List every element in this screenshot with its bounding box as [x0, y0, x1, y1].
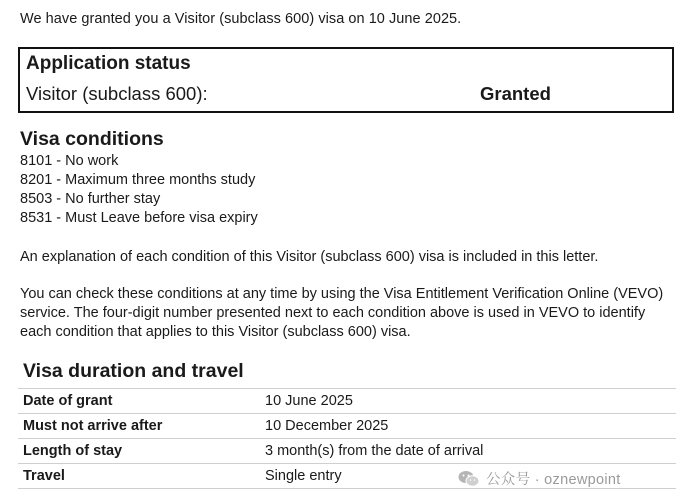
- vevo-paragraph: You can check these conditions at any time by using the Visa Entitlement Verification Online (VEVO) service. The four-digit number presented next to each condition above is used in VEVO to identify each condition that applies to this Visitor (subclass 600) visa.: [20, 286, 664, 340]
- row-label: Date of grant: [18, 389, 260, 414]
- visa-conditions-list: [20, 152, 258, 228]
- row-label: Length of stay: [18, 439, 260, 464]
- watermark: [458, 468, 621, 489]
- condition-item: 8101 - No work: [20, 153, 119, 169]
- visa-subclass-label: Visitor (subclass 600):: [26, 83, 208, 104]
- watermark-text: 公众号 · oznewpoint: [486, 472, 621, 488]
- row-value: 10 December 2025: [260, 414, 676, 439]
- visa-conditions-heading: Visa conditions: [20, 128, 164, 150]
- row-value: 10 June 2025: [260, 389, 676, 414]
- application-status-box: [18, 47, 674, 113]
- grant-intro-text: We have granted you a Visitor (subclass 600) visa on 10 June 2025.: [20, 11, 462, 27]
- conditions-explanation: An explanation of each condition of this Visitor (subclass 600) visa is included in this letter.: [20, 249, 599, 265]
- condition-item: 8201 - Maximum three months study: [20, 172, 256, 188]
- application-status-heading: Application status: [26, 53, 191, 74]
- table-row: [18, 414, 676, 439]
- condition-item: 8531 - Must Leave before visa expiry: [20, 210, 258, 226]
- row-label: Must not arrive after: [18, 414, 260, 439]
- status-value: Granted: [480, 83, 551, 104]
- row-value: 3 month(s) from the date of arrival: [260, 439, 676, 464]
- table-row: [18, 389, 676, 414]
- visa-duration-heading: Visa duration and travel: [23, 360, 244, 382]
- table-row: [18, 439, 676, 464]
- row-value: Single entry: [260, 464, 676, 489]
- condition-item: 8503 - No further stay: [20, 191, 161, 207]
- row-label: Travel: [18, 464, 260, 489]
- wechat-icon: [458, 470, 480, 488]
